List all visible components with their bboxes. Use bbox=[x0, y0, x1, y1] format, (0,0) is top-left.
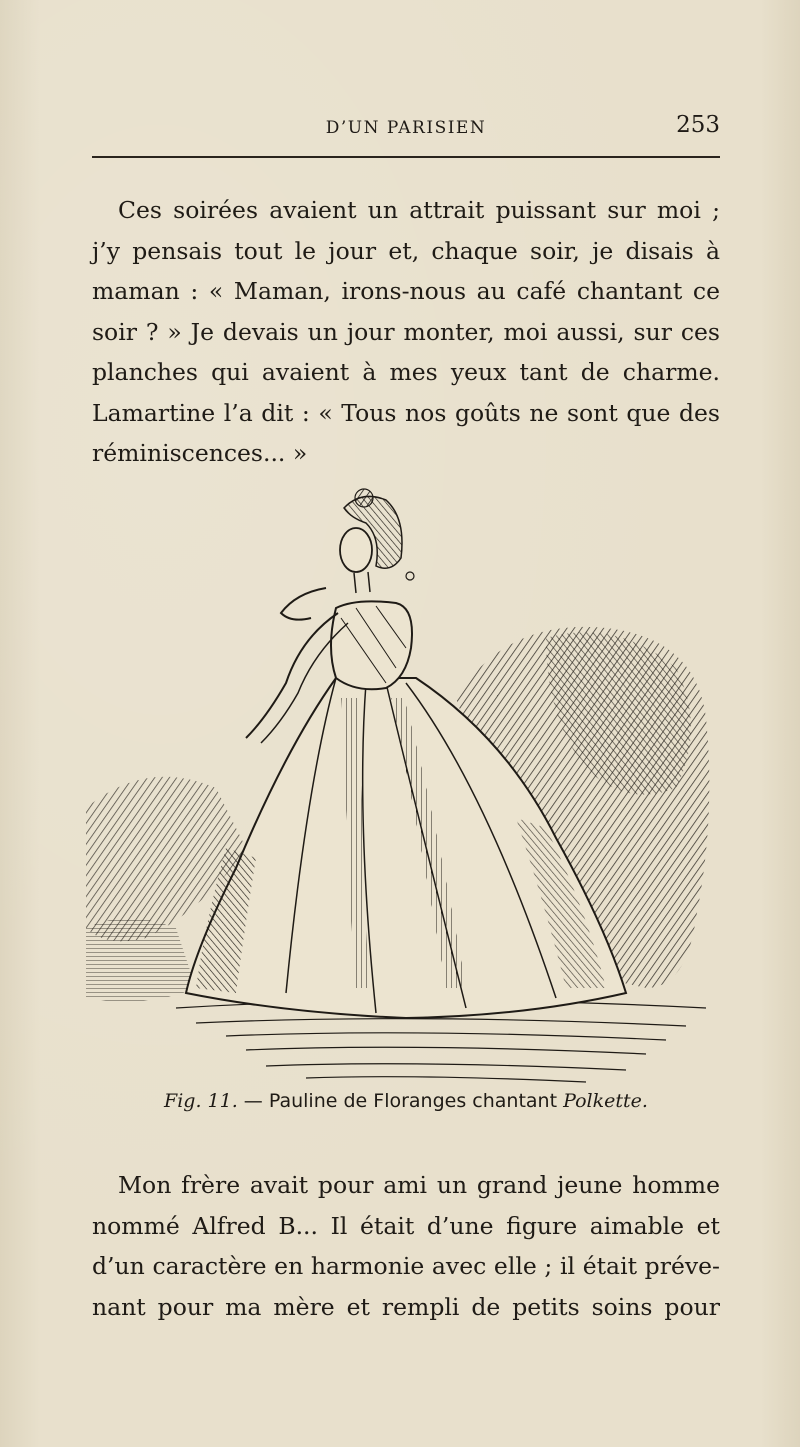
text-line: nommé Alfred B... Il était d’une figure aimable et bbox=[92, 1211, 720, 1240]
text-line: Mon frère avait pour ami un grand jeune homme bbox=[118, 1171, 720, 1199]
figure-caption bbox=[92, 1090, 720, 1112]
text-line: nant pour ma mère et rempli de petits soins pour bbox=[92, 1292, 720, 1321]
caption-separator: — bbox=[237, 1090, 269, 1112]
header-rule bbox=[92, 156, 720, 158]
page-header bbox=[92, 112, 720, 148]
text-line: réminiscences... » bbox=[92, 439, 308, 467]
figure-label: Fig. 11. bbox=[164, 1090, 238, 1112]
paragraph-2 bbox=[92, 1165, 720, 1327]
caption-song-title: Polkette. bbox=[563, 1090, 648, 1112]
running-head: D’UN PARISIEN bbox=[325, 118, 487, 138]
text-line: maman : « Maman, irons-nous au café chantant ce bbox=[92, 277, 720, 305]
engraving-illustration bbox=[86, 488, 726, 1088]
text-line: d’un caractère en harmonie avec elle ; il était préve- bbox=[92, 1252, 720, 1280]
page-number: 253 bbox=[676, 112, 720, 138]
text-line: j’y pensais tout le jour et, chaque soir, je disais à bbox=[92, 236, 720, 265]
paragraph-1 bbox=[92, 190, 720, 474]
caption-text: Pauline de Floranges chantant bbox=[268, 1090, 564, 1112]
text-line: planches qui avaient à mes yeux tant de charme. bbox=[92, 358, 720, 386]
text-line: Lamartine l’a dit : « Tous nos goûts ne sont que des bbox=[92, 398, 720, 427]
text-line: Ces soirées avaient un attrait puissant sur moi ; bbox=[118, 196, 720, 224]
text-line: soir ? » Je devais un jour monter, moi aussi, sur ces bbox=[92, 317, 720, 346]
